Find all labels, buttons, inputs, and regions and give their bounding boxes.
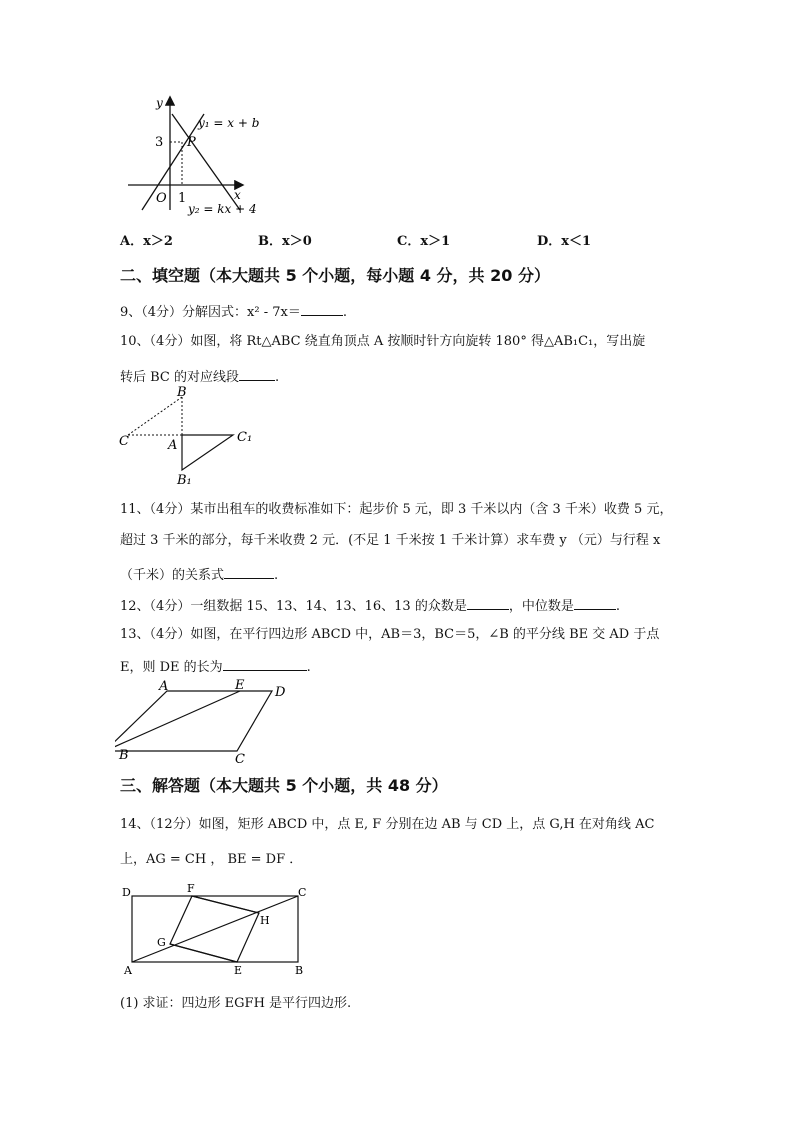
- fig14-b: B: [295, 964, 304, 977]
- fig14-fh: [192, 896, 259, 913]
- three-label: 3: [155, 135, 164, 150]
- fig10-b1: B₁: [177, 473, 192, 488]
- q14-part1: (1) 求证：四边形 EGFH 是平行四边形.: [120, 996, 352, 1011]
- q12-text: 12、（4分）一组数据 15、13、14、13、16、13 的众数是: [120, 599, 467, 614]
- line2-label: y₂ = kx + 4: [188, 202, 257, 216]
- option-b: B．x＞0: [258, 234, 312, 249]
- q14-line2: 上，AG = CH ， BE = DF ．: [120, 852, 303, 867]
- y-label: y: [156, 96, 163, 110]
- one-label: 1: [178, 191, 187, 206]
- figure-13: [115, 678, 300, 768]
- option-d: D．x＜1: [537, 234, 592, 249]
- fig14-ge: [170, 944, 237, 962]
- fig14-diagonal-ac: [132, 896, 298, 962]
- q11-line2: 超过 3 千米的部分，每千米收费 2 元．(不足 1 千米按 1 千米计算）求车费 y （元）与行程 x: [120, 533, 661, 548]
- fig13-b: B: [119, 748, 129, 763]
- origin-label: O: [156, 191, 167, 206]
- question-9: [120, 303, 347, 319]
- q11-blank: [224, 566, 274, 579]
- q12-end: .: [615, 599, 620, 614]
- figure-14: [118, 880, 313, 980]
- q12-blank-median: [574, 597, 616, 610]
- fig13-parallelogram: [115, 691, 272, 751]
- q13-blank: [223, 658, 307, 671]
- q11-line3: （千米）的关系式: [120, 568, 225, 583]
- fig14-g: G: [157, 936, 166, 949]
- q13-end: .: [306, 660, 311, 675]
- line-y1: [142, 114, 204, 210]
- fig10-c: C: [119, 434, 129, 449]
- fig14-c: C: [298, 886, 307, 899]
- fig13-be: [115, 691, 240, 751]
- fig13-d: D: [275, 685, 286, 700]
- x-label: x: [234, 188, 241, 202]
- q14-line1: 14、（12分）如图，矩形 ABCD 中，点 E, F 分别在边 AB 与 CD 上，点 G,H 在对角线 AC: [120, 817, 655, 832]
- option-a: A．x＞2: [120, 234, 173, 249]
- q11-end: .: [274, 568, 279, 583]
- fig14-d: D: [122, 886, 131, 899]
- q9-text: 9、（4分）分解因式：x² - 7x＝: [120, 305, 301, 320]
- fig14-f: F: [187, 882, 195, 895]
- option-c: C．x＞1: [397, 234, 451, 249]
- q12-blank-mode: [467, 597, 509, 610]
- q12-mid: ，中位数是: [508, 599, 574, 614]
- q9-end: .: [342, 305, 347, 320]
- fig13-e: E: [235, 678, 245, 693]
- q9-blank: [301, 303, 343, 316]
- q13-line2: E，则 DE 的长为: [120, 660, 223, 675]
- fig13-c: C: [235, 752, 245, 767]
- graph-figure: [120, 92, 270, 222]
- fig14-h: H: [260, 914, 270, 927]
- question-12: [120, 597, 620, 613]
- q13-line2-wrap: [120, 658, 311, 674]
- q11-line1: 11、（4分）某市出租车的收费标准如下：起步价 5 元，即 3 千米以内（含 3 千米）收费 5 元，: [120, 502, 673, 517]
- fig14-a: A: [124, 964, 132, 977]
- q13-line1: 13、（4分）如图，在平行四边形 ABCD 中，AB＝3，BC＝5，∠B 的平分线 BE 交 AD 于点: [120, 627, 660, 642]
- line1-label: y₁ = x + b: [198, 116, 260, 130]
- fig10-a: A: [168, 438, 178, 453]
- fig10-bc: [128, 397, 182, 435]
- fig10-b: B: [177, 385, 187, 400]
- section-3-title: 三、解答题（本大题共 5 个小题，共 48 分）: [120, 776, 448, 795]
- figure-10: [115, 383, 265, 488]
- q10-line1: 10、（4分）如图，将 Rt△ABC 绕直角顶点 A 按顺时针方向旋转 180° 得△AB₁C₁，写出旋: [120, 334, 646, 349]
- fig10-c1: C₁: [237, 430, 253, 445]
- section-2-title: 二、填空题（本大题共 5 个小题，每小题 4 分，共 20 分）: [120, 266, 550, 285]
- q11-line3-wrap: [120, 566, 278, 582]
- fig14-e: E: [234, 964, 243, 977]
- q10-line2: 转后 BC 的对应线段: [120, 370, 240, 385]
- q10-end: .: [275, 370, 280, 385]
- fig10-triangle-ab1c1: [182, 435, 233, 470]
- p-label: P: [187, 135, 196, 150]
- fig13-a: A: [159, 679, 169, 694]
- q10-blank: [239, 368, 275, 381]
- q10-line2-wrap: [120, 368, 279, 384]
